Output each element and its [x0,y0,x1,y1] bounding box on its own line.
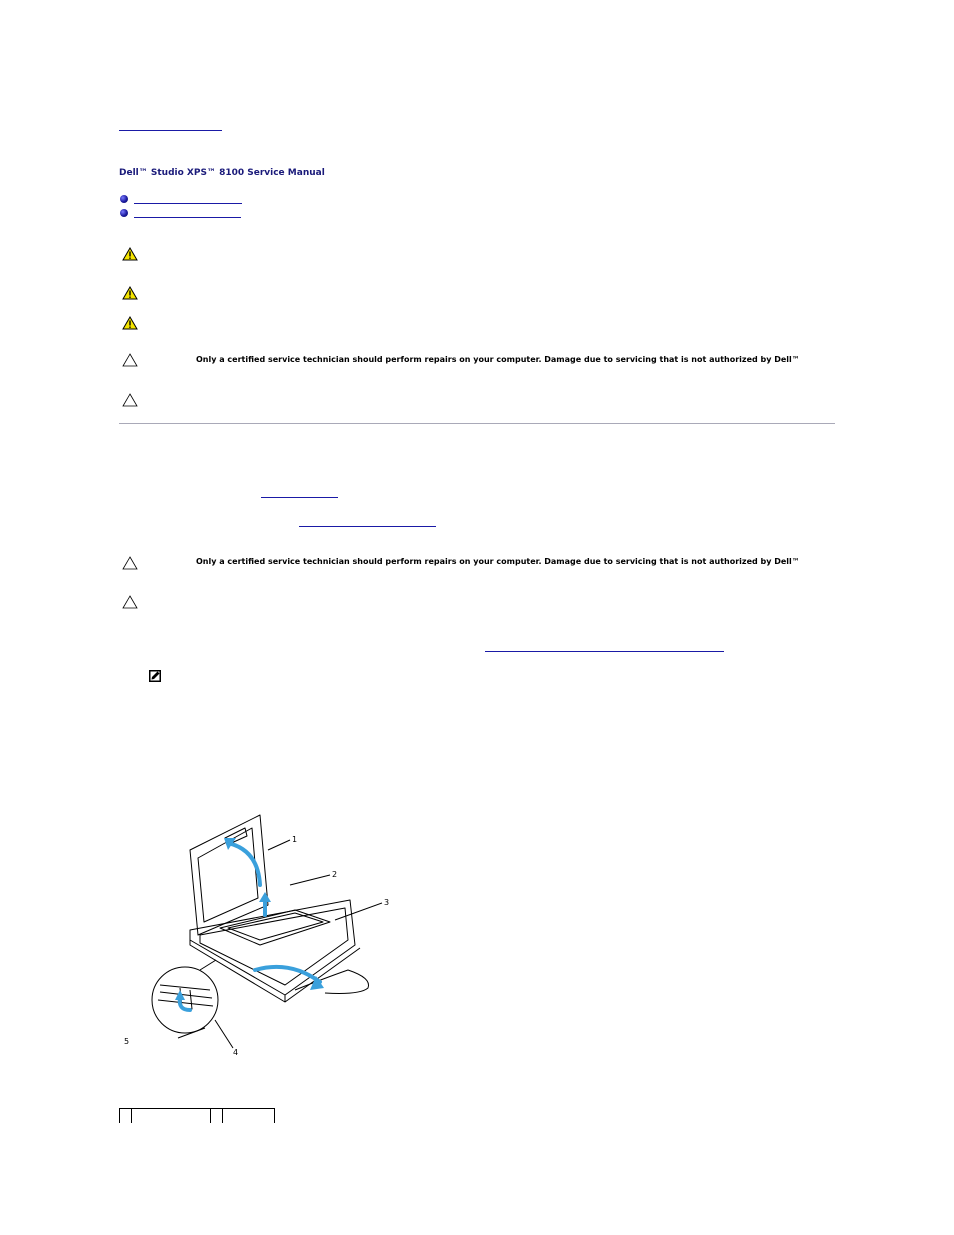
caution-text: Only a certified service technician should perform repairs on your computer. Damage due to servicing that is not authorized by Dell™ [196,355,800,364]
table-cell [274,1109,275,1123]
caution-icon [122,393,138,407]
warning-icon [122,286,138,300]
callout-4: 4 [233,1048,239,1057]
back-link[interactable] [119,130,222,131]
processor-socket-diagram [120,810,395,1057]
page-title: Dell™ Studio XPS™ 8100 Service Manual [119,168,325,178]
body-link-3[interactable] [485,651,724,652]
toc-link-1[interactable] [134,203,242,204]
table-cell [222,1109,223,1123]
callout-2: 2 [332,870,338,879]
table-cell [119,1109,120,1123]
body-link-2[interactable] [299,526,436,527]
caution-icon [122,353,138,367]
warning-icon [122,247,138,261]
note-icon [148,669,162,683]
section-divider [119,423,835,424]
caution-icon [122,595,138,609]
callout-1: 1 [292,835,298,844]
body-link-1[interactable] [261,497,338,498]
callout-table [119,1108,275,1123]
callout-3: 3 [384,898,390,907]
table-cell [131,1109,132,1123]
callout-5: 5 [124,1037,130,1046]
toc-bullet-icon [120,195,128,203]
toc-bullet-icon [120,209,128,217]
caution-text: Only a certified service technician should perform repairs on your computer. Damage due to servicing that is not authorized by Dell™ [196,557,800,566]
toc-link-2[interactable] [134,217,241,218]
warning-icon [122,316,138,330]
table-cell [210,1109,211,1123]
caution-icon [122,556,138,570]
